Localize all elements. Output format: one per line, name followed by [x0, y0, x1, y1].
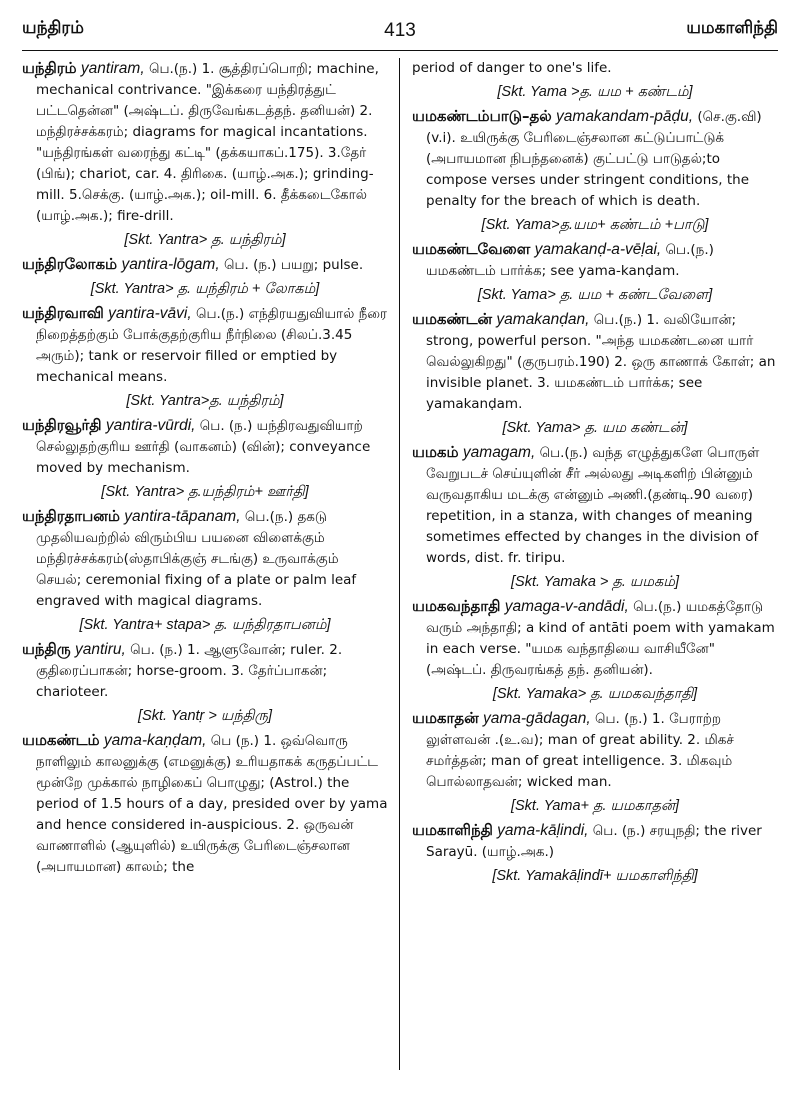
transliteration: yamaga-v-andādi,: [504, 598, 629, 615]
transliteration: yantira-tāpanam,: [124, 508, 241, 525]
left-column: [22, 58, 388, 1088]
headword: யந்திரவூர்தி: [22, 416, 102, 434]
entry: [22, 415, 388, 503]
definition: பெ. (ந.) 1. பேராற்ற லுள்ளவன் .(உ.வ); man of great ability. 2. மிகச் சமர்த்தன்; man of great intelligence. 3. மிகவும் பொல்லாதவன்; wicked man.: [426, 711, 734, 790]
definition: (செ.கு.வி) (v.i). உயிருக்கு பேரிடைஞ்சலான கட்டுப்பாட்டுக் (அபாயமான நிபந்தனைக்) குட்பட்டு பாடுதல்;to compose verses under stringent conditions, the penalty for the breach of which is death.: [426, 109, 762, 209]
etymology: [Skt. Yama> த. யம + கண்டவேளை]: [477, 287, 713, 303]
entry: [412, 309, 778, 439]
right-column: [412, 58, 778, 1088]
etymology: [Skt. Yantra> த.யந்திரம்+ ஊர்தி]: [101, 484, 309, 500]
headword: யந்திரம்: [22, 59, 77, 77]
entry: [22, 58, 388, 251]
entry: [412, 708, 778, 817]
entry: [412, 239, 778, 306]
header-left-guideword: யந்திரம்: [22, 18, 84, 38]
transliteration: yantiru,: [74, 641, 126, 658]
etymology: [Skt. Yama >த. யம + கண்டம்]: [497, 84, 693, 100]
page-number: 413: [384, 20, 416, 41]
etymology: [Skt. Yamaka > த. யமகம்]: [511, 574, 679, 590]
etymology: [Skt. Yamakāḷindī+ யமகாளிந்தி]: [492, 868, 698, 884]
entry: [22, 506, 388, 636]
definition: பெ.(ந.) யமகண்டம் பார்க்க; see yama-kanḍam.: [426, 242, 714, 279]
headword: யமகண்டம்பாடு–தல்: [412, 107, 552, 125]
entry: [22, 639, 388, 727]
definition-continued: period of danger to one's life.: [412, 60, 612, 76]
transliteration: yamagam,: [462, 444, 536, 461]
headword: யமகண்டம்: [22, 731, 100, 749]
etymology: [Skt. Yama+ த. யமகாதன்]: [510, 798, 680, 814]
page-header: [22, 14, 778, 48]
definition: பெ.(ந.) 1. சூத்திரப்பொறி; machine, mechanical contrivance. "இக்கரை யந்திரத்துட் பட்டதென்ன" (அஷ்டப். திருவேங்கடத்தந். தனியன்) 2. மந்திரச்சக்கரம்; diagrams for magical incantations. "யந்திரங்கள் வரைந்து கட்டி" (தக்கயாகப்.175). 3.தேர் (பிங்); chariot, car. 4. திரிகை. (யாழ்.அக.); grinding-mill. 5.செக்கு. (யாழ்.அக.); oil-mill. 6. தீக்கடைகோல் (யாழ்.அக.); fire-drill.: [36, 61, 379, 224]
etymology: [Skt. Yantra+ stapa> த. யந்திரதாபனம்]: [79, 617, 331, 633]
entry: [412, 820, 778, 887]
definition: பெ.(ந.) எந்திரயதுவியால் நீரை நிறைத்தற்கும் போக்குதற்குரிய நீர்நிலை (சிலப்.3.45 அரும்); tank or reservoir filled or emptied by mechanical means.: [36, 306, 387, 385]
entry: [412, 58, 778, 103]
etymology: [Skt. Yamaka> த. யமகவந்தாதி]: [492, 686, 698, 702]
headword: யமகண்டன்: [412, 310, 493, 328]
header-rule: [22, 50, 778, 51]
transliteration: yama-gādagan,: [482, 710, 591, 727]
headword: யமகண்டவேளை: [412, 240, 531, 258]
header-right-guideword: யமகாளிந்தி: [686, 18, 778, 38]
headword: யந்திரலோகம்: [22, 255, 118, 273]
transliteration: yamakanḍan,: [496, 311, 590, 328]
entry: [412, 106, 778, 236]
headword: யமகாளிந்தி: [412, 821, 493, 839]
etymology: [Skt. Yantṛ > யந்திரு]: [138, 708, 272, 724]
transliteration: yantira-lōgam,: [121, 256, 220, 273]
headword: யமகவந்தாதி: [412, 597, 501, 615]
headword: யமகம்: [412, 443, 459, 461]
entry: [412, 596, 778, 705]
headword: யந்திரு: [22, 640, 71, 658]
transliteration: yama-kaṇḍam,: [103, 732, 207, 749]
entry: [22, 303, 388, 412]
transliteration: yamakanḍ-a-vēḷai,: [534, 241, 662, 258]
transliteration: yantiram,: [80, 60, 145, 77]
etymology: [Skt. Yantra> த. யந்திரம்]: [124, 232, 286, 248]
headword: யந்திரதாபனம்: [22, 507, 120, 525]
definition: பெ. (ந.) 1. ஆளுவோன்; ruler. 2. குதிரைப்பாகன்; horse-groom. 3. தேர்ப்பாகன்; charioteer.: [36, 642, 343, 700]
definition: பெ.(ந.) தகடு முதலியவற்றில் விரும்பிய பயனை விளைக்கும் மந்திரச்சக்கரம்(ஸ்தாபிக்குஞ் சடங்கு) உருவாக்கும் செயல்; ceremonial fixing of a plate or palm leaf engraved with magical diagrams.: [36, 509, 357, 609]
entry: [22, 730, 388, 878]
definition: பெ. (ந.) பயறு; pulse.: [223, 257, 364, 273]
definition: பெ. (ந.) யந்திரவதுவியாற் செல்லுதற்குரிய ஊர்தி (வாகனம்) (வின்); conveyance moved by mechanism.: [36, 418, 371, 476]
entry: [412, 442, 778, 593]
etymology: [Skt. Yama> த. யம கண்டன்]: [502, 420, 688, 436]
transliteration: yantira-vūrdi,: [105, 417, 196, 434]
transliteration: yamakandam-pāḍu,: [556, 108, 694, 125]
headword: யமகாதன்: [412, 709, 479, 727]
definition: பெ (ந.) 1. ஒவ்வொரு நாளிலும் காலனுக்கு (எமனுக்கு) உரியதாகக் கருதப்பட்ட மூன்றே முக்கால் நாழிகைப் பொழுது; (Astrol.) the period of 1.5 hours of a day, presided over by yama and hence considered in-auspicious. 2. ஒருவன் வாணாளில் (ஆயுளில்) உயிருக்கு பேரிடைஞ்சலான (அபாயமான) காலம்; the: [36, 733, 388, 875]
definition: பெ. (ந.) சரயுநதி; the river Sarayū. (யாழ்.அக.): [426, 823, 762, 860]
transliteration: yama-kāḷindi,: [497, 822, 589, 839]
headword: யந்திரவாவி: [22, 304, 104, 322]
column-divider: [399, 58, 400, 1070]
etymology: [Skt. Yantra>த. யந்திரம்]: [126, 393, 284, 409]
definition: பெ.(ந.) யமகத்தோடு வரும் அந்தாதி; a kind of antāti poem with yamakam in each verse. "யமக வந்தாதியை வாசியீனே" (அஷ்டப். திருவரங்கத் தந். தனியன்).: [426, 599, 775, 678]
entry: [22, 254, 388, 300]
definition: பெ.(ந.) 1. வலியோன்; strong, powerful person. "அந்த யமகண்டனை யார் வெல்லுகிறது" (குருபரம்.190) 2. ஒரு காணாக் கோள்; an invisible planet. 3. யமகண்டம் பார்க்க; see yamakanḍam.: [426, 312, 776, 412]
definition: பெ.(ந.) வந்த எழுத்துகளே பொருள் வேறுபடச் செய்யுளின் சீர் அல்லது அடிகளிற் பின்னும் வருவதாகிய மடக்கு என்னும் அணி.(தண்டி.90 வரை) repetition, in a stanza, with changes of meaning sometimes effected by changes in the division of words, dist. fr. tiripu.: [426, 445, 760, 566]
etymology: [Skt. Yama>த.யம+ கண்டம் +பாடு]: [481, 217, 709, 233]
etymology: [Skt. Yantra> த. யந்திரம் + லோகம்]: [90, 281, 320, 297]
transliteration: yantira-vāvi,: [108, 305, 192, 322]
